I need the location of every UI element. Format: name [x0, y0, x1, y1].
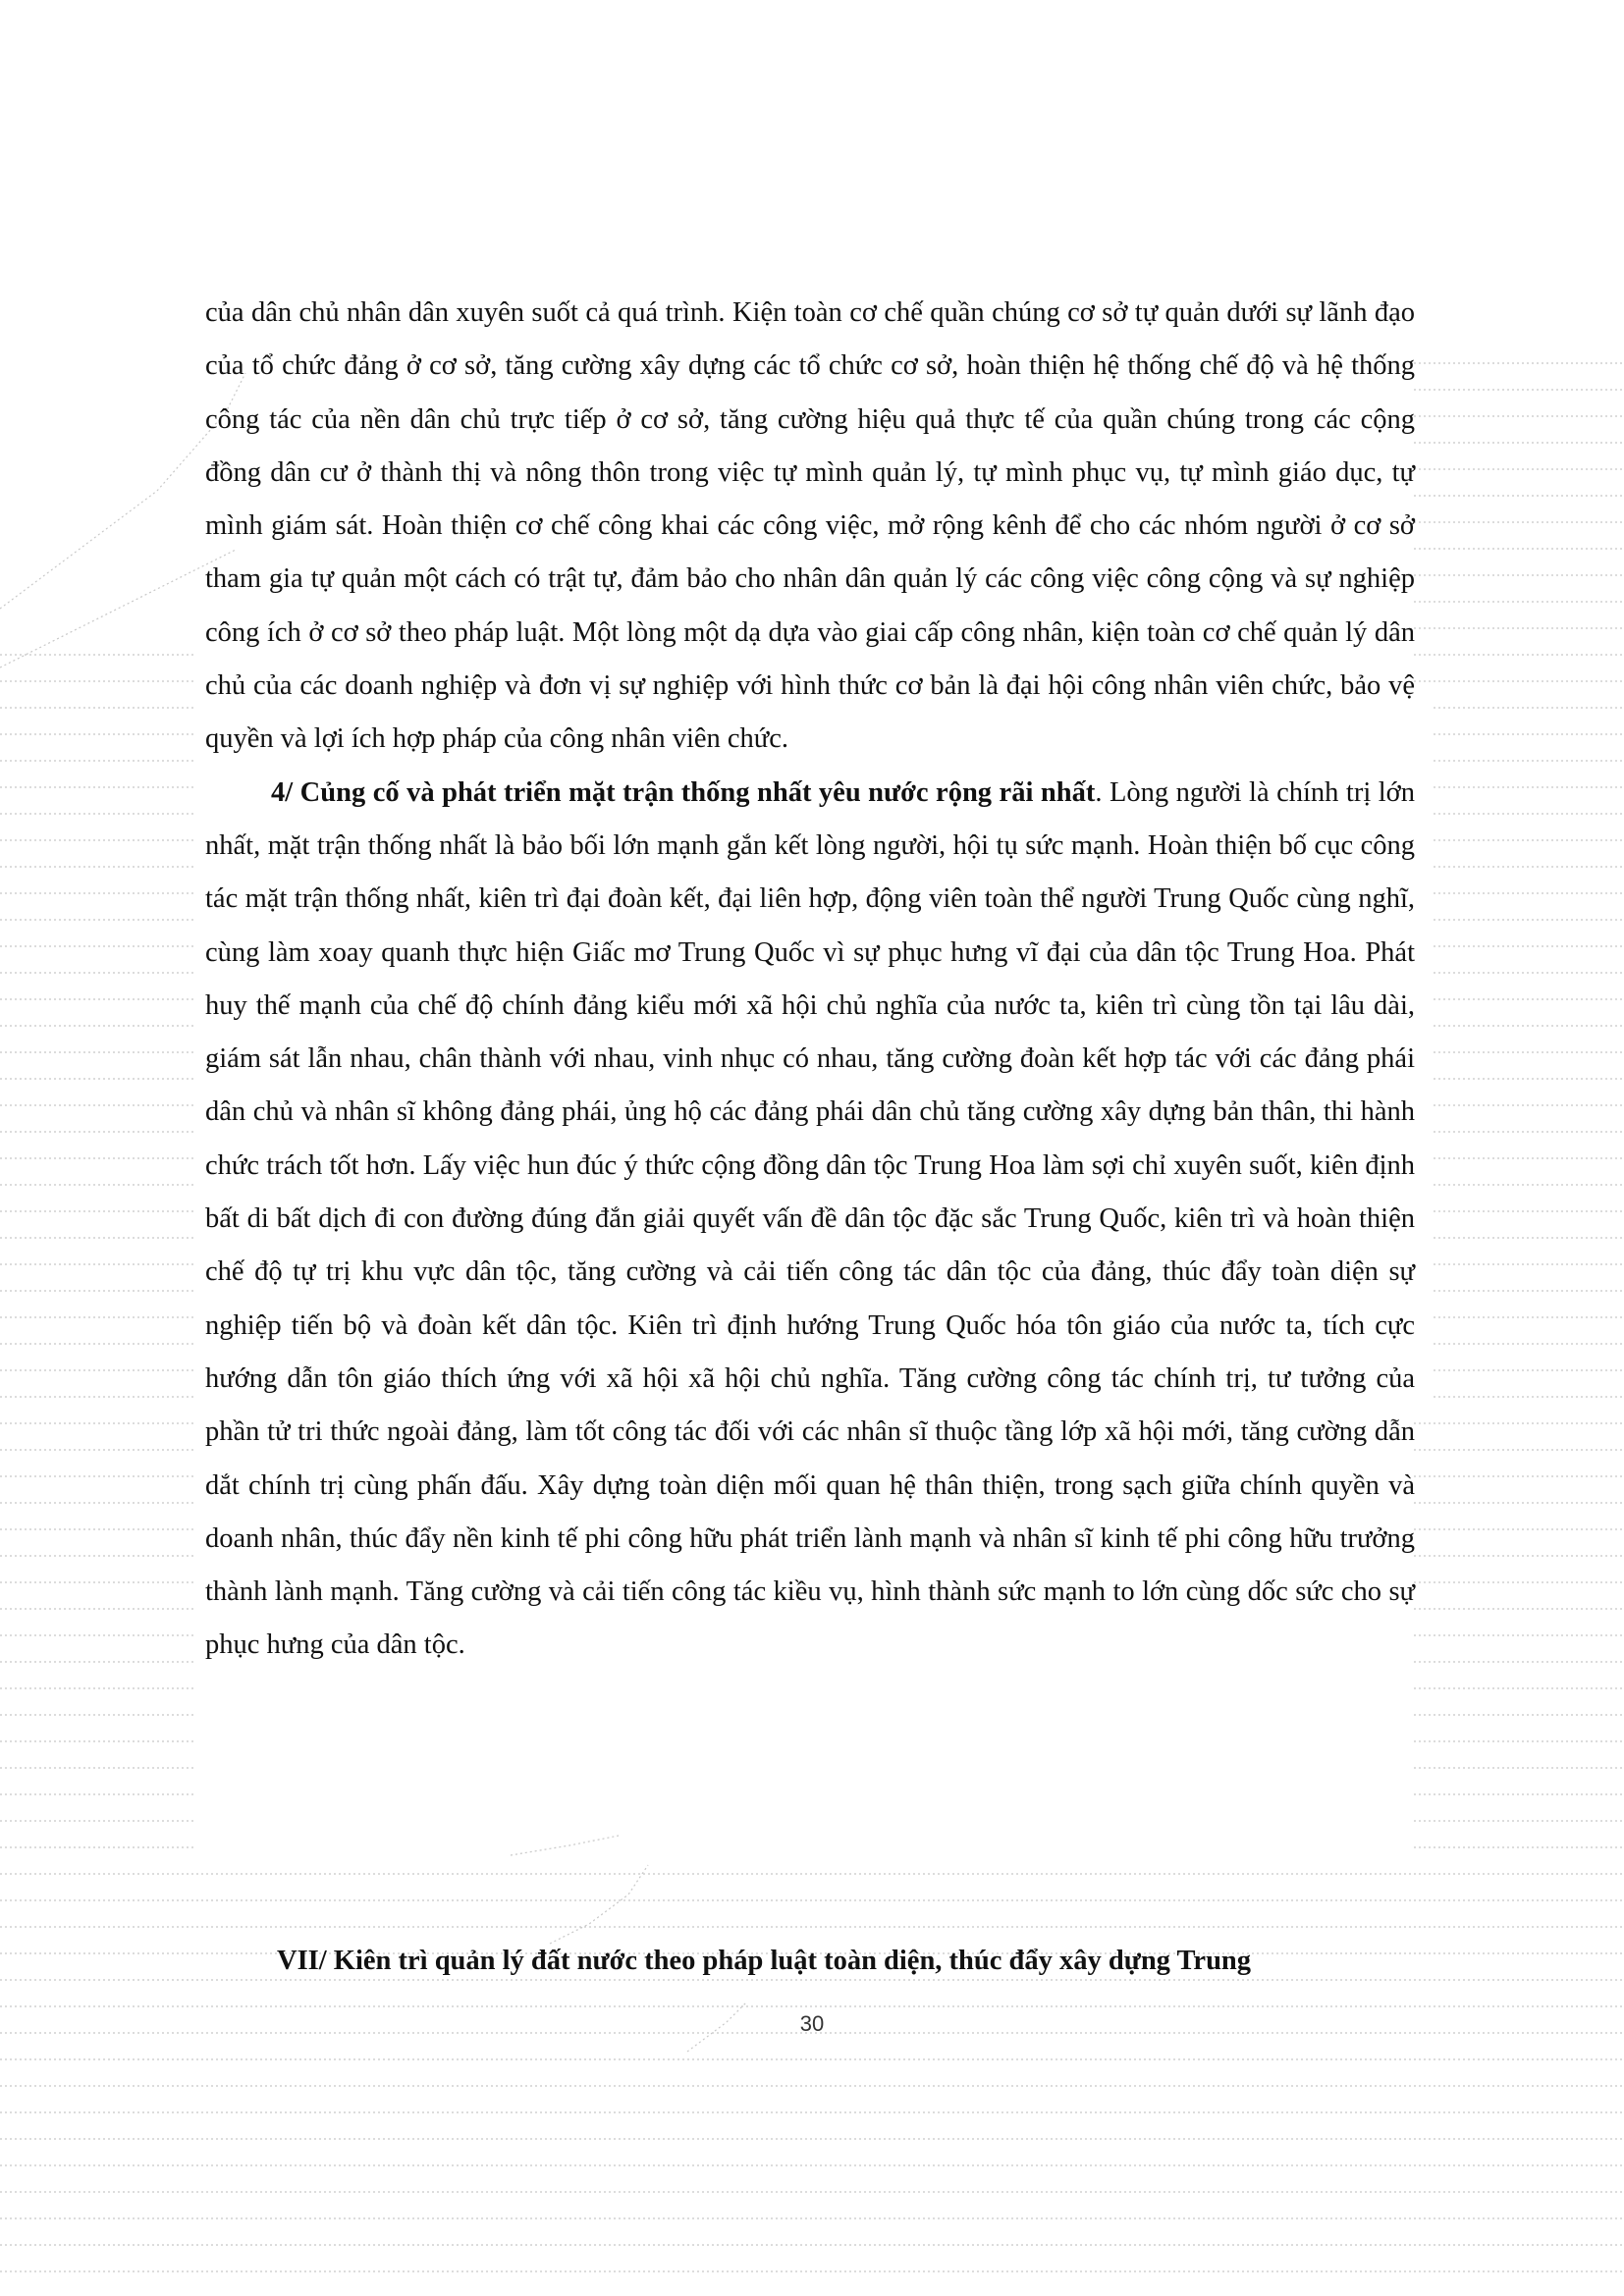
item-4-body: . Lòng người là chính trị lớn nhất, mặt trận thống nhất là bảo bối lớn mạnh gắn kết lòng người, hội tụ sức mạnh. Hoàn thiện bố cục công tác mặt trận thống nhất, kiên trì đại đoàn kết, đại liên hợp, động viên toàn thể người Trung Quốc cùng nghĩ, cùng làm xoay quanh thực hiện Giấc mơ Trung Quốc vì sự phục hưng vĩ đại của dân tộc Trung Hoa. Phát huy thế mạnh của chế độ chính đảng kiểu mới xã hội chủ nghĩa của nước ta, kiên trì cùng tồn tại lâu dài, giám sát lẫn nhau, chân thành với nhau, vinh nhục có nhau, tăng cường đoàn kết hợp tác với các đảng phái dân chủ và nhân sĩ không đảng phái, ủng hộ các đảng phái dân chủ tăng cường xây dựng bản thân, thi hành chức trách tốt hơn. Lấy việc hun đúc ý thức cộng đồng dân tộc Trung Hoa làm sợi chỉ xuyên suốt, kiên định bất di bất dịch đi con đường đúng đắn giải quyết vấn đề dân tộc đặc sắc Trung Quốc, kiên trì và hoàn thiện chế độ tự trị khu vực dân tộc, tăng cường và cải tiến công tác dân tộc của đảng, thúc đẩy toàn diện sự nghiệp tiến bộ và đoàn kết dân tộc. Kiên trì định hướng Trung Quốc hóa tôn giáo của nước ta, tích cực hướng dẫn tôn giáo thích ứng với xã hội xã hội chủ nghĩa. Tăng cường công tác chính trị, tư tưởng của phần tử tri thức ngoài đảng, làm tốt công tác đối với các nhân sĩ thuộc tầng lớp xã hội mới, tăng cường dẫn dắt chính trị cùng phấn đấu. Xây dựng toàn diện mối quan hệ thân thiện, trong sạch giữa chính quyền và doanh nhân, thúc đẩy nền kinh tế phi công hữu phát triển lành mạnh và nhân sĩ kinh tế phi công hữu trưởng thành lành mạnh. Tăng cường và cải tiến công tác kiều vụ, hình thành sức mạnh to lớn cùng dốc sức cho sự phục hưng của dân tộc.	[205, 776, 1415, 1661]
paragraph-continuation: của dân chủ nhân dân xuyên suốt cả quá trình. Kiện toàn cơ chế quần chúng cơ sở tự quản dưới sự lãnh đạo của tổ chức đảng ở cơ sở, tăng cường xây dựng các tổ chức cơ sở, hoàn thiện hệ thống chế độ và hệ thống công tác của nền dân chủ trực tiếp ở cơ sở, tăng cường hiệu quả thực tế của quần chúng trong các cộng đồng dân cư ở thành thị và nông thôn trong việc tự mình quản lý, tự mình phục vụ, tự mình giáo dục, tự mình giám sát. Hoàn thiện cơ chế công khai các công việc, mở rộng kênh để cho các nhóm người ở cơ sở tham gia tự quản một cách có trật tự, đảm bảo cho nhân dân quản lý các công việc công cộng và sự nghiệp công ích ở cơ sở theo pháp luật. Một lòng một dạ dựa vào giai cấp công nhân, kiện toàn cơ chế quản lý dân chủ của các doanh nghiệp và đơn vị sự nghiệp với hình thức cơ bản là đại hội công nhân viên chức, bảo vệ quyền và lợi ích hợp pháp của công nhân viên chức.	[205, 297, 1415, 755]
paragraph-item-4	[205, 767, 1415, 1673]
item-4-heading: 4/ Củng cố và phát triển mặt trận thống nhất yêu nước rộng rãi nhất	[271, 776, 1096, 808]
section-heading-vii: VII/ Kiên trì quản lý đất nước theo pháp luật toàn diện, thúc đẩy xây dựng Trung	[277, 1946, 1252, 1976]
page-number: 30	[799, 2011, 825, 2036]
body-text	[205, 287, 1415, 1673]
